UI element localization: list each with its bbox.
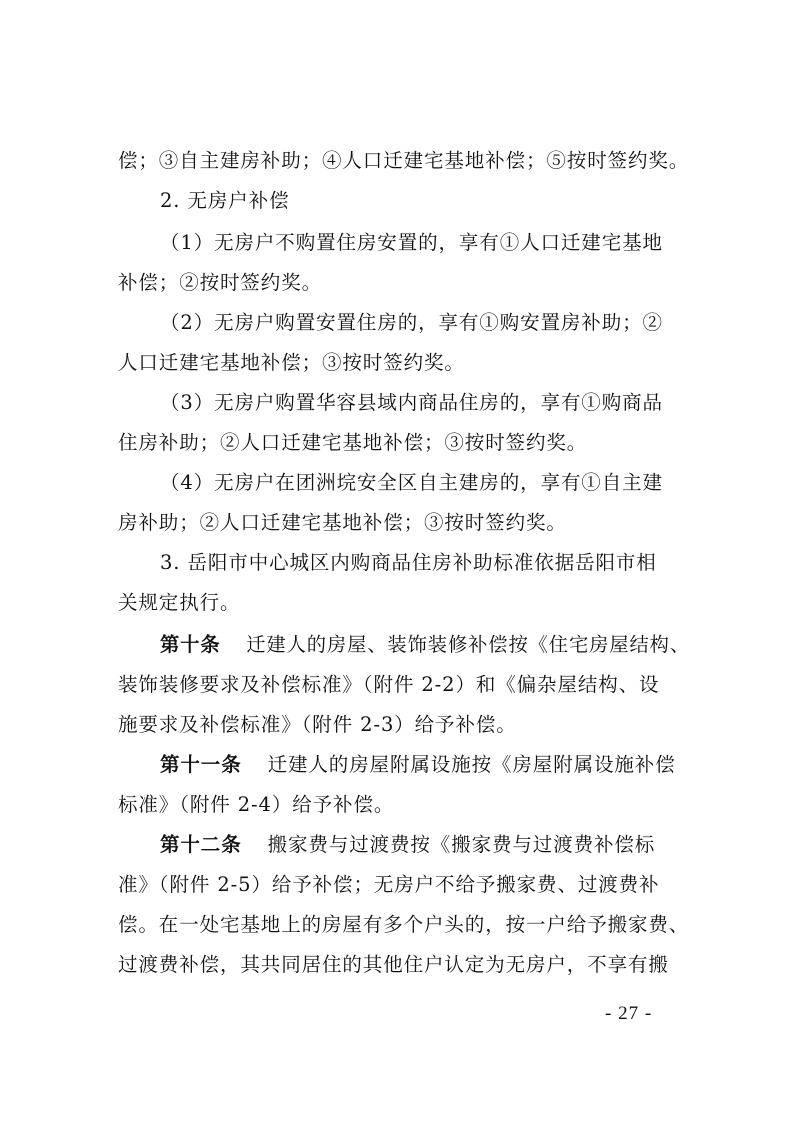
text-line: 准》（附件 2-5）给予补偿；无房户不给予搬家费、过渡费补 [118, 873, 660, 896]
page-number: - 27 - [605, 1003, 653, 1024]
article-11 [160, 750, 676, 780]
section-heading: 2. 无房户补偿 [160, 189, 290, 212]
text-line: 房补助；②人口迁建宅基地补偿；③按时签约奖。 [118, 511, 567, 534]
article-text: 迁建人的房屋、装饰装修补偿按《住宅房屋结构、 [246, 633, 691, 656]
text-line: （1）无房户不购置住房安置的，享有①人口迁建宅基地 [160, 231, 663, 254]
text-line: 住房补助；②人口迁建宅基地补偿；③按时签约奖。 [118, 431, 588, 454]
text-line: 施要求及补偿标准》（附件 2-3）给予补偿。 [118, 713, 517, 736]
text-line: 标准》（附件 2-4）给予补偿。 [118, 793, 395, 816]
text-line: 偿。在一处宅基地上的房屋有多个户头的，按一户给予搬家费、 [118, 913, 690, 936]
article-10 [160, 630, 690, 660]
text-line: 装饰装修要求及补偿标准》（附件 2-2）和《偏杂屋结构、设 [118, 673, 660, 696]
article-label: 第十一条 [160, 753, 242, 776]
text-line: 人口迁建宅基地补偿；③按时签约奖。 [118, 351, 465, 374]
text-line: 关规定执行。 [118, 591, 241, 614]
article-label: 第十二条 [160, 833, 242, 856]
text-line: （2）无房户购置安置住房的，享有①购安置房补助；② [160, 311, 663, 334]
text-line: 偿；③自主建房补助；④人口迁建宅基地补偿；⑤按时签约奖。 [118, 149, 690, 172]
text-line: 过渡费补偿，其共同居住的其他住户认定为无房户，不享有搬 [118, 953, 669, 976]
article-text: 迁建人的房屋附属设施按《房屋附属设施补偿 [267, 753, 676, 776]
section-heading: 3. 岳阳市中心城区内购商品住房补助标准依据岳阳市相 [160, 551, 657, 574]
article-12 [160, 830, 655, 860]
text-line: 补偿；②按时签约奖。 [118, 271, 323, 294]
text-line: （3）无房户购置华容县域内商品住房的，享有①购商品 [160, 391, 663, 414]
article-text: 搬家费与过渡费按《搬家费与过渡费补偿标 [267, 833, 656, 856]
text-line: （4）无房户在团洲垸安全区自主建房的，享有①自主建 [160, 471, 663, 494]
article-label: 第十条 [160, 633, 221, 656]
